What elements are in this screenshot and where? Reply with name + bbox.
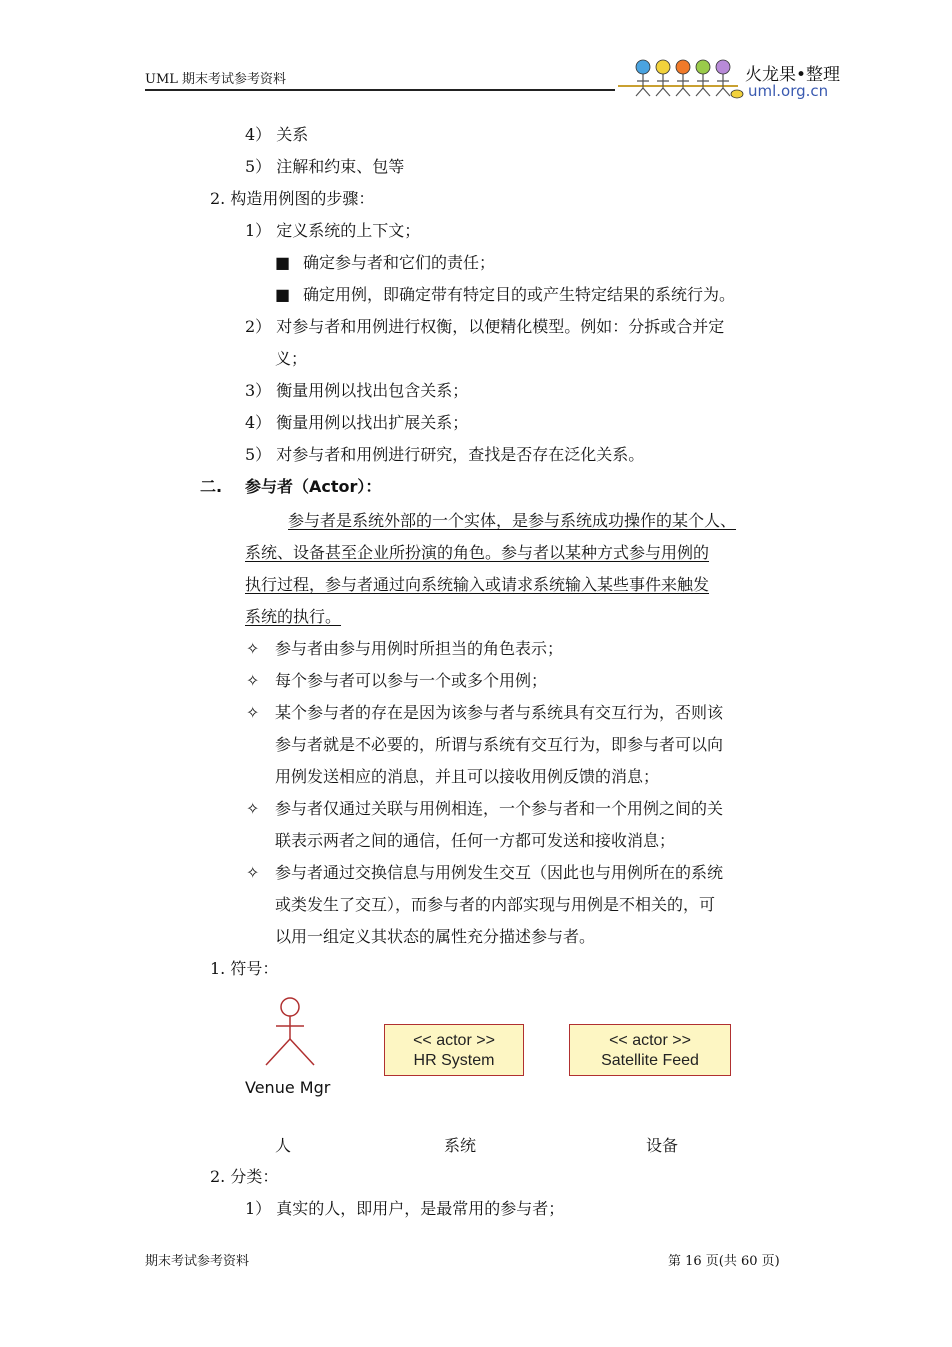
actor-box-satellite-feed: [569, 1024, 731, 1076]
page-number: 第 16 页(共 60 页): [668, 1254, 780, 1269]
actor-box-hr-system: [384, 1024, 524, 1076]
list-item: 2） 对参与者和用例进行权衡，以便精化模型。例如：分拆或合并定: [245, 317, 725, 336]
stereotype-label: << actor >>: [413, 1032, 495, 1049]
diamond-bullet-icon: ✧: [246, 639, 260, 658]
list-item: 确定用例，即确定带有特定目的或产生特定结果的系统行为。: [303, 285, 736, 304]
header-rule: [145, 89, 615, 91]
list-item: 2. 分类：: [210, 1167, 279, 1186]
diamond-bullet-icon: ✧: [246, 703, 260, 722]
caption-device: 设备: [646, 1136, 679, 1155]
list-item: 某个参与者的存在是因为该参与者与系统具有交互行为，否则该: [275, 703, 724, 722]
diamond-bullet-icon: ✧: [246, 863, 260, 882]
list-item: 参与者通过交换信息与用例发生交互（因此也与用例所在的系统: [275, 863, 724, 882]
list-item: 4） 关系: [245, 125, 309, 144]
list-item-continued: 用例发送相应的消息，并且可以接收用例反馈的消息；: [275, 767, 660, 786]
definition-text: 执行过程，参与者通过向系统输入或请求系统输入某些事件来触发: [245, 575, 710, 594]
header-title: UML 期末考试参考资料: [145, 72, 287, 87]
list-item: 参与者由参与用例时所担当的角色表示；: [275, 639, 564, 658]
actor-box-name: HR System: [413, 1052, 495, 1069]
logo-url: uml.org.cn: [748, 82, 829, 100]
list-item: 1） 真实的人，即用户，是最常用的参与者；: [245, 1199, 565, 1218]
section-number: 二.: [200, 477, 223, 496]
definition-text: 系统的执行。: [245, 607, 342, 626]
caption-system: 系统: [444, 1136, 477, 1155]
list-item-continued: 或类发生了交互），而参与者的内部实现与用例是不相关的，可: [275, 895, 716, 914]
definition-text: 参与者是系统外部的一个实体，是参与系统成功操作的某个人、: [288, 511, 737, 530]
list-item-continued: 以用一组定义其状态的属性充分描述参与者。: [275, 927, 596, 946]
list-item-continued: 联表示两者之间的通信，任何一方都可发送和接收消息；: [275, 831, 676, 850]
square-bullet-icon: ■: [275, 285, 291, 304]
list-item: 1） 定义系统的上下文；: [245, 221, 421, 240]
stereotype-label: << actor >>: [609, 1032, 691, 1049]
actor-name: Venue Mgr: [245, 1078, 331, 1097]
caption-person: 人: [275, 1136, 292, 1155]
list-item: 参与者仅通过关联与用例相连，一个参与者和一个用例之间的关: [275, 799, 724, 818]
list-item-continued: 参与者就是不必要的，所谓与系统有交互行为，即参与者可以向: [275, 735, 724, 754]
actor-stick-figure-icon: [258, 995, 322, 1067]
footer-left: 期末考试参考资料: [145, 1254, 250, 1269]
list-item: 3） 衡量用例以找出包含关系；: [245, 381, 469, 400]
logo-text-cn: 火龙果•整理: [745, 65, 841, 85]
list-item: 4） 衡量用例以找出扩展关系；: [245, 413, 469, 432]
list-item: 1. 符号：: [210, 959, 279, 978]
diamond-bullet-icon: ✧: [246, 671, 260, 690]
list-item: 确定参与者和它们的责任；: [303, 253, 496, 272]
square-bullet-icon: ■: [275, 253, 291, 272]
list-item: 每个参与者可以参与一个或多个用例；: [275, 671, 548, 690]
list-item: 5） 对参与者和用例进行研究，查找是否存在泛化关系。: [245, 445, 645, 464]
list-item: 2. 构造用例图的步骤：: [210, 189, 375, 208]
list-item: 5） 注解和约束、包等: [245, 157, 405, 176]
definition-text: 系统、设备甚至企业所扮演的角色。参与者以某种方式参与用例的: [245, 543, 710, 562]
section-title: 参与者（Actor）：: [245, 477, 382, 496]
diamond-bullet-icon: ✧: [246, 799, 260, 818]
actor-box-name: Satellite Feed: [601, 1052, 699, 1069]
list-item-continued: 义；: [275, 349, 308, 368]
